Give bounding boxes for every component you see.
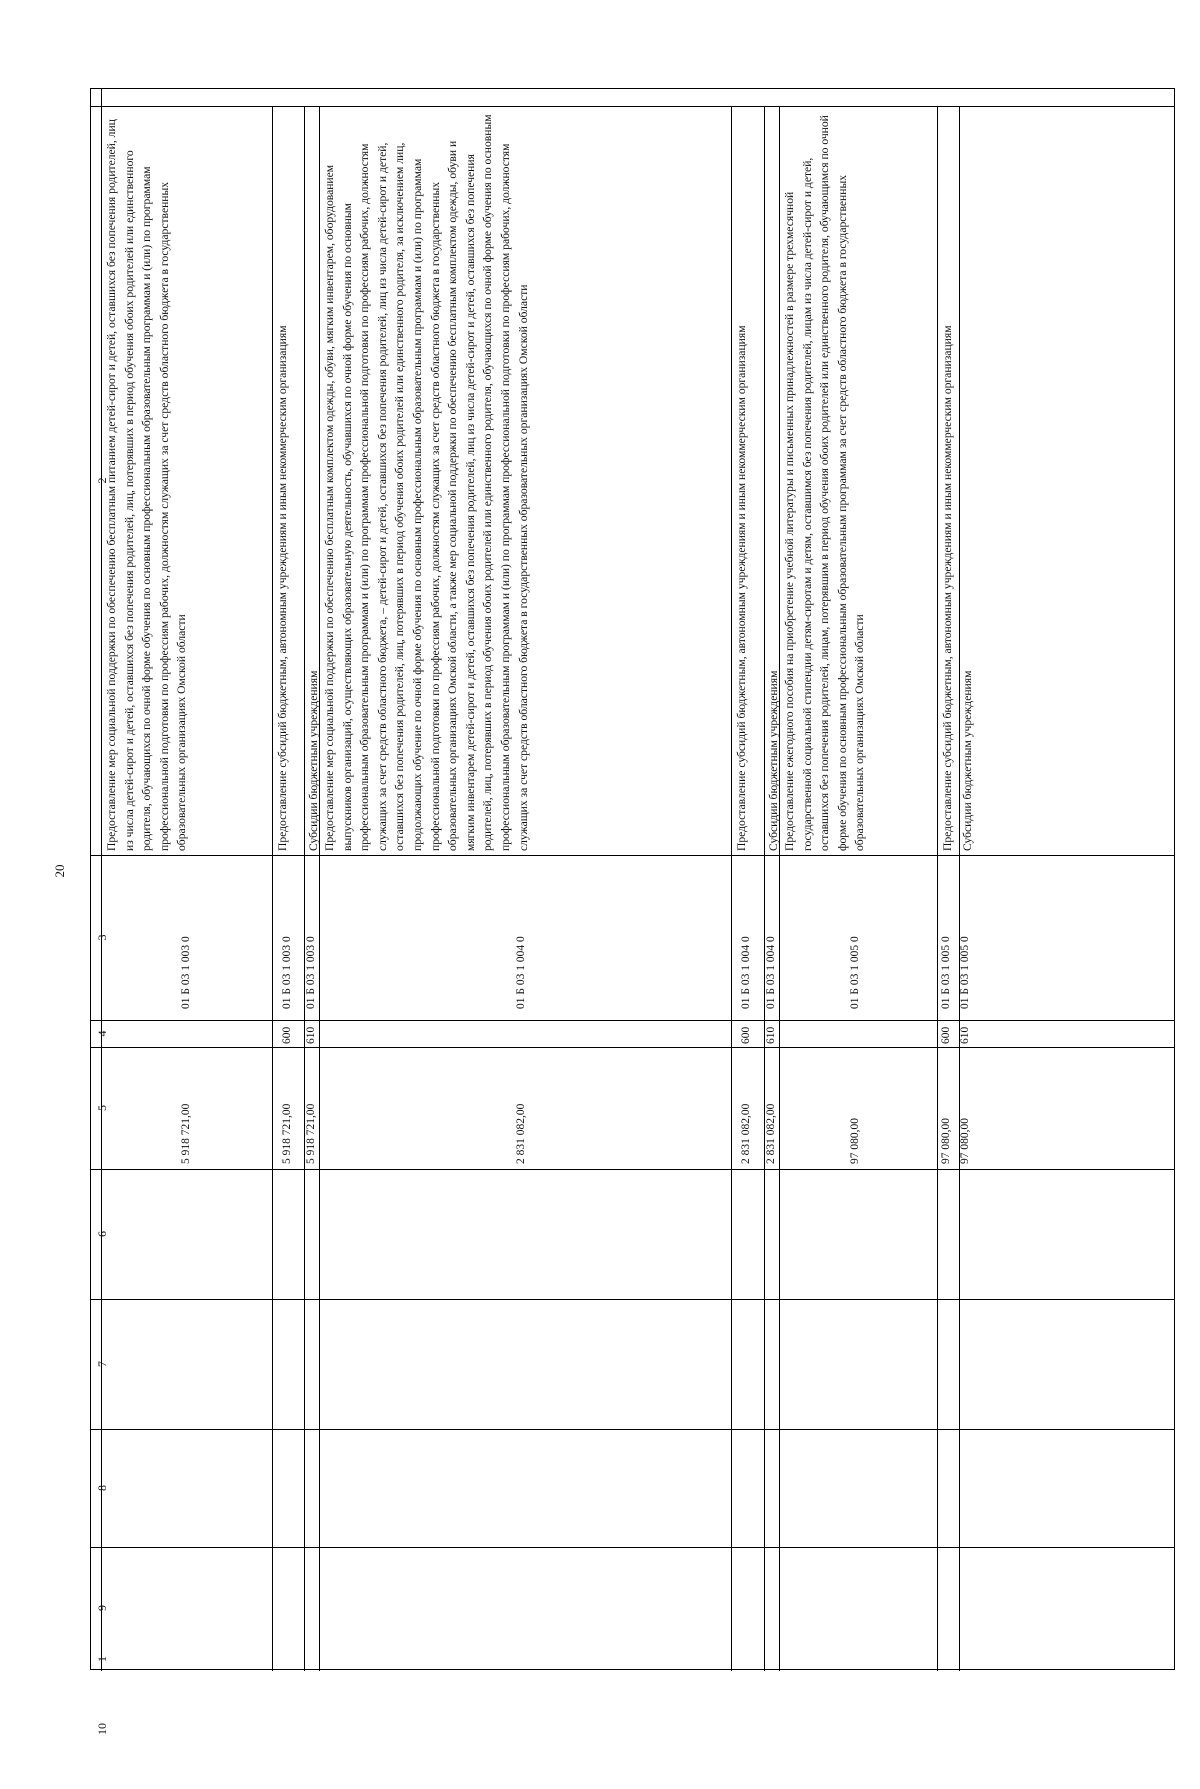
row-9-amount: 97 080,00 xyxy=(959,1118,971,1164)
column-header-1: 1 xyxy=(95,1656,109,1662)
column-header-6: 6 xyxy=(95,1231,109,1237)
row-9-code: 01 Б 03 1 005 0 xyxy=(959,936,971,1009)
row-2-amount: 5 918 721,00 xyxy=(281,1103,293,1164)
row-8-description: Предоставление субсидий бюджетным, автономным учреждениям и иным некоммерческим организациям xyxy=(941,325,954,851)
row-4-code: 01 Б 03 1 004 0 xyxy=(515,936,527,1009)
row-5-description: Предоставление субсидий бюджетным, автономным учреждениям и иным некоммерческим организациям xyxy=(735,325,748,851)
row-7-amount: 97 080,00 xyxy=(849,1118,861,1164)
row-8-amount: 97 080,00 xyxy=(940,1118,952,1164)
row-3-type: 610 xyxy=(305,1026,317,1044)
column-header-5: 5 xyxy=(95,1105,109,1111)
row-1-amount: 5 918 721,00 xyxy=(180,1103,192,1164)
row-2-type: 600 xyxy=(281,1026,293,1044)
row-9-type: 610 xyxy=(959,1026,971,1044)
column-header-7: 7 xyxy=(95,1361,109,1367)
row-2-code: 01 Б 03 1 003 0 xyxy=(281,936,293,1009)
row-9-description: Субсидии бюджетным учреждениям xyxy=(961,670,974,851)
column-header-4: 4 xyxy=(95,1030,109,1037)
row-3-amount: 5 918 721,00 xyxy=(305,1103,317,1164)
row-4-amount: 2 831 082,00 xyxy=(515,1103,527,1164)
row-5-type: 600 xyxy=(740,1026,752,1044)
budget-table xyxy=(90,88,1175,1735)
page-number: 20 xyxy=(52,864,67,878)
row-4-description: Предоставление мер социальной поддержки по обеспечению бесплатным комплектом одежды, обуви, мягким инвентарем, оборудованием выпускников организаций, осуществляющих образовательную деятельность, обучавшихся по очной форме обучения по основным профессиональным образовательным программам и (или) по программам профессиональной подготовки по профессиям рабочих, должностям служащих за счет средств областного бюджета, – детей-сирот и детей, оставшихся без попечения родителей, лиц из числа детей-сирот и детей, оставшихся без попечения родителей, лиц, потерявших в период обучения обоих родителей или единственного родителя, за исключением лиц, продолжающих обучение по очной форме обучения по основным профессиональным образовательным программам и (или) по программам профессиональной подготовки по профессиям рабочих, должностям служащих за счет средств областного бюджета в государственных образовательных организациях Омской области, а также мер социальной поддержки по обеспечению бесплатным комплектом одежды, обуви и мягким инвентарем детей-сирот и детей, оставшихся без попечения родителей, лиц из числа детей-сирот и детей, оставшихся без попечения родителей, лиц, потерявших в период обучения обоих родителей или единственного родителя, обучающихся по очной форме обучения по основным профессиональным образовательным программам и (или) по программам профессиональной подготовки по профессиям рабочих, должностям служащих за счет средств областного бюджета в государственных образовательных организациях Омской области xyxy=(323,114,530,851)
row-8-type: 600 xyxy=(940,1026,952,1044)
column-header-9: 9 xyxy=(95,1605,109,1611)
row-6-type: 610 xyxy=(765,1026,777,1044)
row-1-description: Предоставление мер социальной поддержки по обеспечению бесплатным питанием детей-сирот и детей, оставшихся без попечения родителей, лиц из числа детей-сирот и детей, оставшихся без попечения родителей, лиц, потерявших в период обучения обоих родителей или единственного родителя, обучающихся по очной форме обучения по основным профессиональным образовательным программам и (или) по программам профессиональной подготовки по профессиям рабочих, должностям служащих за счет средств областного бюджета в государственных образовательных организациях Омской области xyxy=(105,119,189,851)
column-header-3: 3 xyxy=(95,934,109,941)
row-5-amount: 2 831 082,00 xyxy=(740,1103,752,1164)
row-5-code: 01 Б 03 1 004 0 xyxy=(740,936,752,1009)
row-6-description: Субсидии бюджетным учреждениям xyxy=(767,670,780,851)
row-6-code: 01 Б 03 1 004 0 xyxy=(765,936,777,1009)
row-6-amount: 2 831 082,00 xyxy=(765,1103,777,1164)
row-2-description: Предоставление субсидий бюджетным, автономным учреждениям и иным некоммерческим организациям xyxy=(276,325,289,851)
row-8-code: 01 Б 03 1 005 0 xyxy=(940,936,952,1009)
row-3-code: 01 Б 03 1 003 0 xyxy=(305,936,317,1009)
row-7-description: Предоставление ежегодного пособия на приобретение учебной литературы и письменных принадлежностей в размере трехмесячной государственной социальной стипендии детям-сиротам и детям, оставшимся без попечения родителей, лицам из числа детей-сирот и детей, оставшихся без попечения родителей, лицам, потерявшим в период обучения обоих родителей или единственного родителя, обучающимся по очной форме обучения по основным профессиональным образовательным программам за счет средств областного бюджета в государственных образовательных организациях Омской области xyxy=(783,115,867,851)
row-7-code: 01 Б 03 1 005 0 xyxy=(849,936,861,1009)
column-header-8: 8 xyxy=(95,1485,109,1491)
column-header-2: 2 xyxy=(95,477,109,484)
column-header-10: 10 xyxy=(95,1723,109,1735)
row-1-code: 01 Б 03 1 003 0 xyxy=(180,936,192,1009)
row-3-description: Субсидии бюджетным учреждениям xyxy=(307,670,320,851)
